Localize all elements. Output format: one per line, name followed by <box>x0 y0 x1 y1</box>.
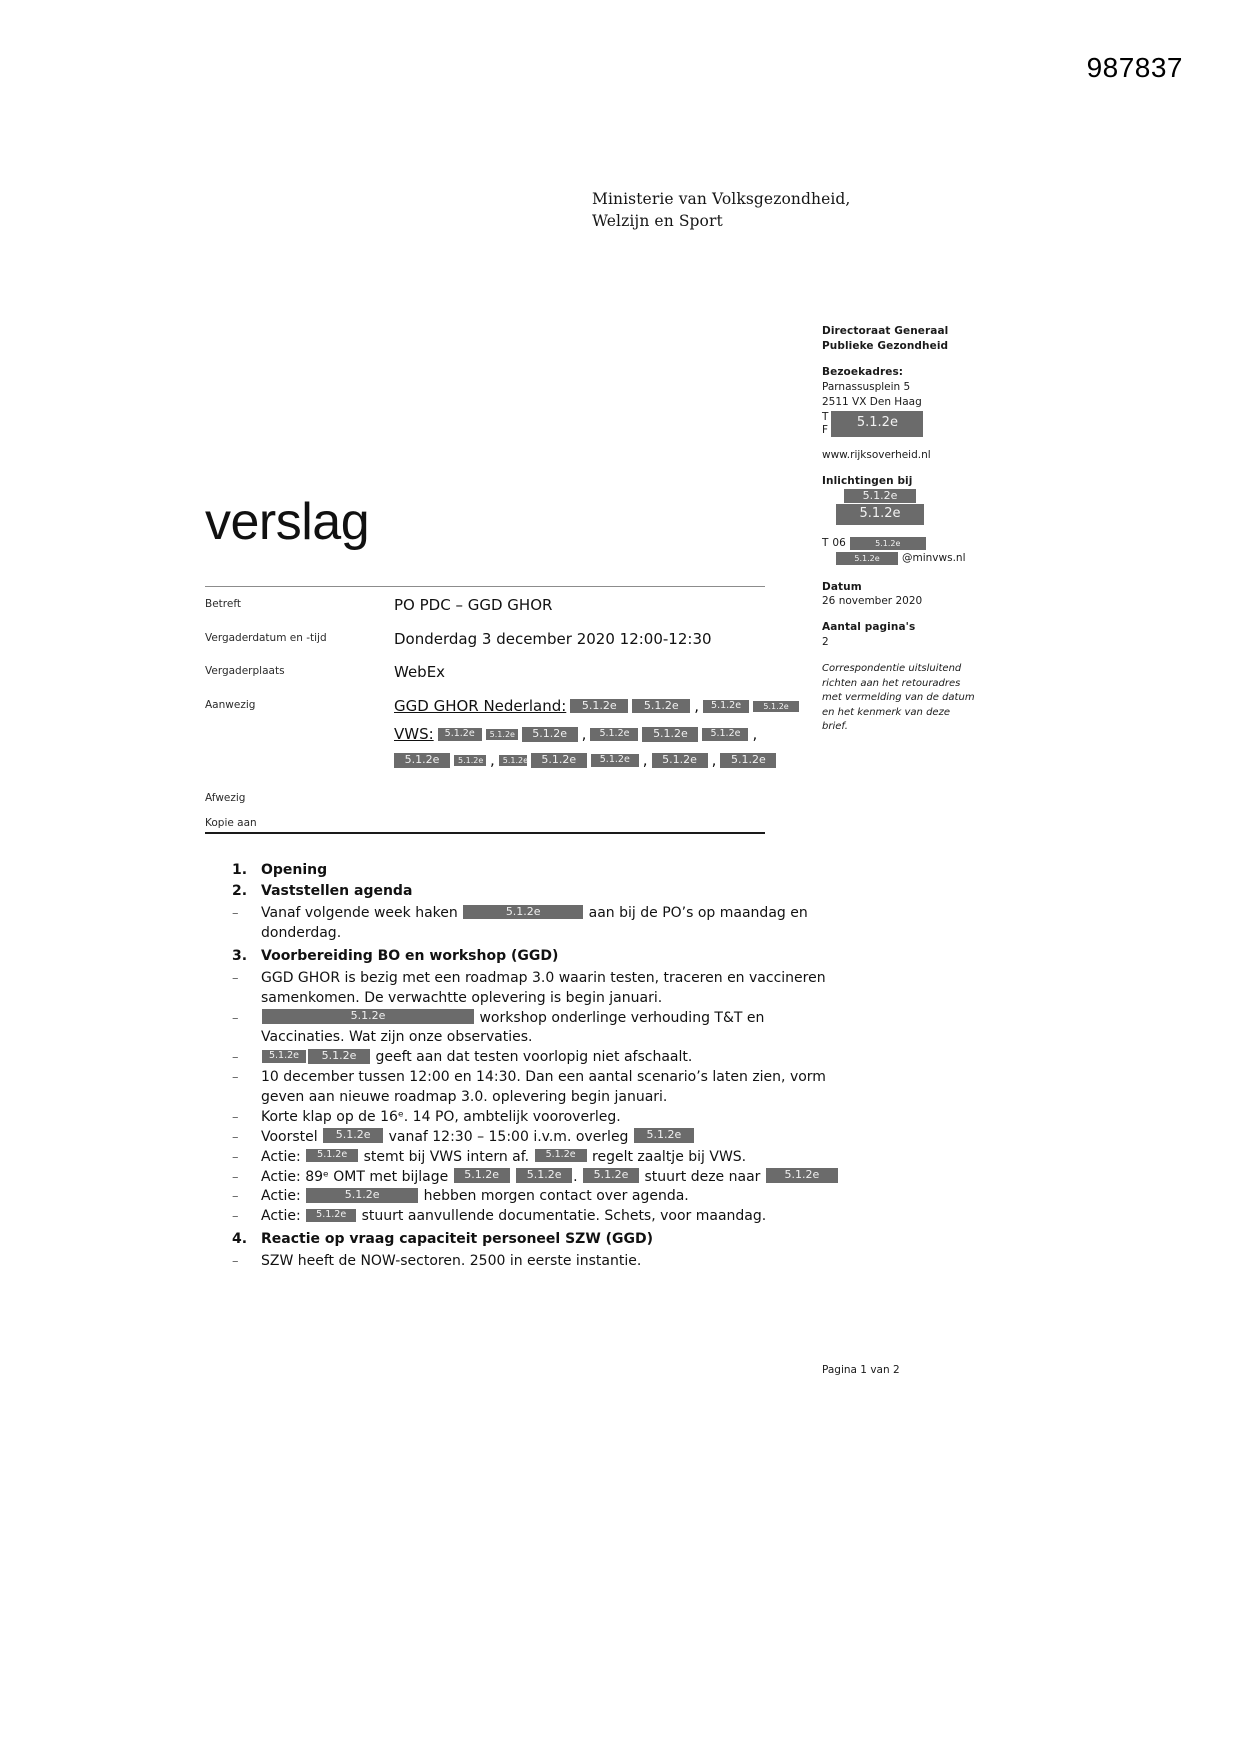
redaction-agenda-3-6-2: 5.1.2e <box>323 1128 383 1143</box>
redaction-contact-name-2: 5.1.2e <box>836 504 924 525</box>
pagecount-block <box>822 620 1012 650</box>
vergaderplaats-label: Vergaderplaats <box>205 665 285 677</box>
address-heading: Bezoekadres: <box>822 365 904 378</box>
bullet-dash-icon: – <box>232 1169 239 1185</box>
redaction-agenda-3-9-2: 5.1.2e <box>306 1188 418 1203</box>
redaction-attendee-vws-8: 5.1.2e <box>454 755 486 766</box>
agenda-item-title: Vaststellen agenda <box>261 883 413 899</box>
attendees-ggd-line <box>394 695 805 718</box>
redaction-agenda-3-7-4: 5.1.2e <box>535 1149 587 1162</box>
agenda-bullet <box>232 1148 842 1168</box>
meta-row-betreft <box>205 594 805 617</box>
agenda-bullet-text: 5.1.2e 5.1.2e geeft aan dat testen voorlopig niet afschaalt. <box>261 1048 842 1068</box>
ministry-line-2: Welzijn en Sport <box>592 212 723 230</box>
redaction-attendee-vws-1: 5.1.2e <box>438 728 482 741</box>
redaction-agenda-3-2-1: 5.1.2e <box>262 1009 474 1024</box>
agenda-bullet-text: GGD GHOR is bezig met een roadmap 3.0 waarin testen, traceren en vaccineren samenkomen. De verwachtte oplevering is begin januari. <box>261 969 826 1006</box>
redaction-email-user: 5.1.2e <box>836 552 898 565</box>
attendee-separator: , <box>581 724 587 743</box>
phone-fax-labels <box>822 411 831 437</box>
agenda-bullet <box>232 1128 842 1148</box>
redaction-agenda-3-3-2: 5.1.2e <box>308 1049 370 1064</box>
agenda-bullet <box>232 969 842 1009</box>
page-footer: Pagina 1 van 2 <box>822 1364 900 1376</box>
bullet-dash-icon: – <box>232 1149 239 1165</box>
document-number: 987837 <box>1086 52 1183 83</box>
redaction-attendee-ggd-1: 5.1.2e <box>570 699 628 714</box>
agenda-bullet-text: Vanaf volgende week haken 5.1.2e aan bij de PO’s op maandag en donderdag. <box>261 904 808 941</box>
betreft-label: Betreft <box>205 598 241 610</box>
correspondence-note <box>822 662 1012 735</box>
agenda-item <box>232 862 842 878</box>
agenda-bullet-list <box>232 904 842 944</box>
redaction-attendee-vws-7: 5.1.2e <box>394 753 450 768</box>
meta-row-plaats <box>205 661 805 684</box>
directorate-block <box>822 324 1012 354</box>
agenda-item-heading <box>232 883 842 899</box>
kopie-label: Kopie aan <box>205 817 257 830</box>
redaction-attendee-vws-6: 5.1.2e <box>702 728 748 741</box>
redaction-attendee-ggd-2: 5.1.2e <box>632 699 690 714</box>
redaction-attendee-vws-9: 5.1.2e <box>499 755 527 766</box>
agenda-item-number: 1. <box>232 862 248 878</box>
bullet-dash-icon: – <box>232 1129 239 1145</box>
address-street: Parnassusplein 5 <box>822 380 911 393</box>
vergaderdatum-label: Vergaderdatum en -tijd <box>205 631 327 644</box>
note-line-4: en het kenmerk van deze <box>822 706 950 718</box>
bullet-dash-icon: – <box>232 1254 239 1270</box>
agenda-bullet-text: SZW heeft de NOW-sectoren. 2500 in eerste instantie. <box>261 1253 642 1270</box>
aanwezig-label: Aanwezig <box>205 698 256 711</box>
note-line-5: brief. <box>822 721 848 733</box>
agenda-bullet-text: Voorstel 5.1.2e vanaf 12:30 – 15:00 i.v.m. overleg 5.1.2e <box>261 1128 842 1148</box>
agenda-bullet-text: Korte klap op de 16ᵉ. 14 PO, ambtelijk vooroverleg. <box>261 1108 621 1125</box>
agenda-item-heading <box>232 948 842 964</box>
bullet-dash-icon: – <box>232 1189 239 1205</box>
date-heading: Datum <box>822 580 862 593</box>
date-block <box>822 580 1012 610</box>
redaction-attendee-vws-11: 5.1.2e <box>591 754 639 767</box>
agenda-item-title: Voorbereiding BO en workshop (GGD) <box>261 947 559 964</box>
redaction-agenda-3-3-1: 5.1.2e <box>262 1050 306 1063</box>
vergaderplaats-value: WebEx <box>394 663 446 681</box>
bullet-dash-icon: – <box>232 1109 239 1125</box>
agenda-bullet-text: Actie: 5.1.2e stemt bij VWS intern af. 5.1.2e regelt zaaltje bij VWS. <box>261 1148 747 1165</box>
agenda-bullet <box>232 1068 842 1108</box>
email-domain: @minvws.nl <box>902 551 966 564</box>
pagecount-value: 2 <box>822 636 829 649</box>
note-line-3: met vermelding van de datum <box>822 692 975 704</box>
attendee-separator: , <box>711 751 717 769</box>
redaction-agenda-3-7-2: 5.1.2e <box>306 1149 358 1162</box>
mobile-block <box>822 536 1012 566</box>
redaction-attendee-vws-5: 5.1.2e <box>642 727 698 742</box>
agenda-bullet-text: 10 december tussen 12:00 en 14:30. Dan een aantal scenario’s laten zien, vorm geven aan nieuwe roadmap 3.0. oplevering begin januari. <box>261 1069 826 1105</box>
info-sidebar <box>822 324 1012 746</box>
redaction-attendee-vws-10: 5.1.2e <box>531 753 587 768</box>
attendees-ggd-group: GGD GHOR Nederland: <box>394 696 567 715</box>
agenda-item-number: 4. <box>232 1231 248 1248</box>
agenda-list <box>232 862 842 1276</box>
vergaderdatum-value: Donderdag 3 december 2020 12:00-12:30 <box>394 629 712 648</box>
contact-block <box>822 474 1012 525</box>
redaction-attendee-ggd-3: 5.1.2e <box>703 700 749 713</box>
meta-row-aanwezig <box>205 695 805 773</box>
agenda-bullet <box>232 1207 842 1227</box>
attendee-separator: , <box>642 751 648 769</box>
agenda-bullet <box>232 1009 842 1049</box>
agenda-bullet-text: Actie: 5.1.2e stuurt aanvullende documentatie. Schets, voor maandag. <box>261 1208 767 1225</box>
page-title: verslag <box>205 493 370 551</box>
agenda-item-number: 3. <box>232 947 248 964</box>
redaction-agenda-3-8-8: 5.1.2e <box>766 1168 838 1183</box>
meta-top-rule <box>205 586 765 587</box>
directorate-line-2: Publieke Gezondheid <box>822 339 949 352</box>
mobile-row <box>822 536 1012 551</box>
agenda-item-title: Reactie op vraag capaciteit personeel SZW (GGD) <box>261 1231 654 1248</box>
bullet-dash-icon: – <box>232 906 239 921</box>
redaction-mobile-number: 5.1.2e <box>850 537 926 550</box>
fax-label: F <box>822 423 829 436</box>
redaction-agenda-3-10-2: 5.1.2e <box>306 1209 356 1222</box>
meta-row-afwezig <box>205 788 805 804</box>
agenda-item <box>232 1231 842 1272</box>
redaction-agenda-3-8-2: 5.1.2e <box>454 1168 510 1183</box>
afwezig-label: Afwezig <box>205 792 246 805</box>
agenda-bullet-list <box>232 969 842 1227</box>
agenda-item <box>232 883 842 944</box>
address-block <box>822 365 1012 437</box>
betreft-value: PO PDC – GGD GHOR <box>394 596 553 614</box>
redaction-attendee-vws-4: 5.1.2e <box>590 728 638 741</box>
bullet-dash-icon: – <box>232 1209 239 1225</box>
meta-row-kopie <box>205 813 805 829</box>
mobile-prefix: 06 <box>832 536 846 549</box>
redaction-agenda-3-8-6: 5.1.2e <box>583 1168 639 1183</box>
agenda-item <box>232 948 842 1227</box>
redaction-contact-name-1: 5.1.2e <box>844 489 916 504</box>
website-block <box>822 448 1012 463</box>
redaction-attendee-vws-12: 5.1.2e <box>652 753 708 768</box>
bullet-dash-icon: – <box>232 1050 239 1066</box>
attendee-separator: , <box>694 696 700 715</box>
directorate-line-1: Directoraat Generaal <box>822 325 949 337</box>
attendees-vws-group: VWS: <box>394 724 434 743</box>
bullet-dash-icon: – <box>232 1010 239 1026</box>
note-line-1: Correspondentie uitsluitend <box>822 663 962 675</box>
redaction-attendee-vws-13: 5.1.2e <box>720 753 776 768</box>
agenda-bullet-text: Actie: 89ᵉ OMT met bijlage 5.1.2e 5.1.2e . 5.1.2e stuurt deze naar 5.1.2e <box>261 1168 842 1188</box>
bullet-dash-icon: – <box>232 1070 239 1086</box>
bullet-dash-icon: – <box>232 970 239 986</box>
phone-label: T <box>822 410 829 423</box>
email-row <box>822 551 1012 566</box>
ministry-wordmark <box>592 188 850 232</box>
agenda-item-heading <box>232 862 842 878</box>
mobile-label: T <box>822 536 829 549</box>
aanwezig-value <box>394 695 805 773</box>
agenda-item-number: 2. <box>232 883 248 899</box>
agenda-bullet <box>232 1252 842 1272</box>
phone-fax-row <box>822 411 1012 437</box>
agenda-item-heading <box>232 1231 842 1247</box>
redaction-agenda-3-8-4: 5.1.2e <box>516 1168 572 1183</box>
agenda-bullet-list <box>232 1252 842 1272</box>
date-value: 26 november 2020 <box>822 595 923 608</box>
website-url: www.rijksoverheid.nl <box>822 448 931 461</box>
agenda-bullet <box>232 904 842 944</box>
note-line-2: richten aan het retouradres <box>822 677 961 689</box>
agenda-item-title: Opening <box>261 862 328 878</box>
agenda-bullet-text: Actie: 5.1.2e hebben morgen contact over agenda. <box>261 1188 689 1205</box>
agenda-bullet <box>232 1168 842 1188</box>
redaction-agenda-3-6-4: 5.1.2e <box>634 1128 694 1143</box>
ministry-line-1: Ministerie van Volksgezondheid, <box>592 190 851 208</box>
attendees-vws-line <box>394 723 805 773</box>
attendee-separator: , <box>752 724 758 743</box>
agenda-bullet <box>232 1108 842 1128</box>
meta-row-datum <box>205 628 805 651</box>
attendee-separator: , <box>490 751 495 769</box>
address-city: 2511 VX Den Haag <box>822 395 922 408</box>
contact-heading: Inlichtingen bij <box>822 474 913 487</box>
redaction-phone-fax: 5.1.2e <box>831 411 923 437</box>
meeting-metadata <box>205 594 805 840</box>
redaction-attendee-vws-3: 5.1.2e <box>522 727 578 742</box>
pagecount-heading: Aantal pagina's <box>822 621 916 634</box>
redaction-attendee-vws-2: 5.1.2e <box>486 729 518 740</box>
agenda-bullet <box>232 1187 842 1207</box>
agenda-bullet <box>232 1048 842 1068</box>
redaction-agenda-2-1-2: 5.1.2e <box>463 905 583 920</box>
agenda-bullet-text: 5.1.2e workshop onderlinge verhouding T&T en Vaccinaties. Wat zijn onze observaties. <box>261 1009 765 1046</box>
redaction-attendee-ggd-4: 5.1.2e <box>753 701 799 712</box>
